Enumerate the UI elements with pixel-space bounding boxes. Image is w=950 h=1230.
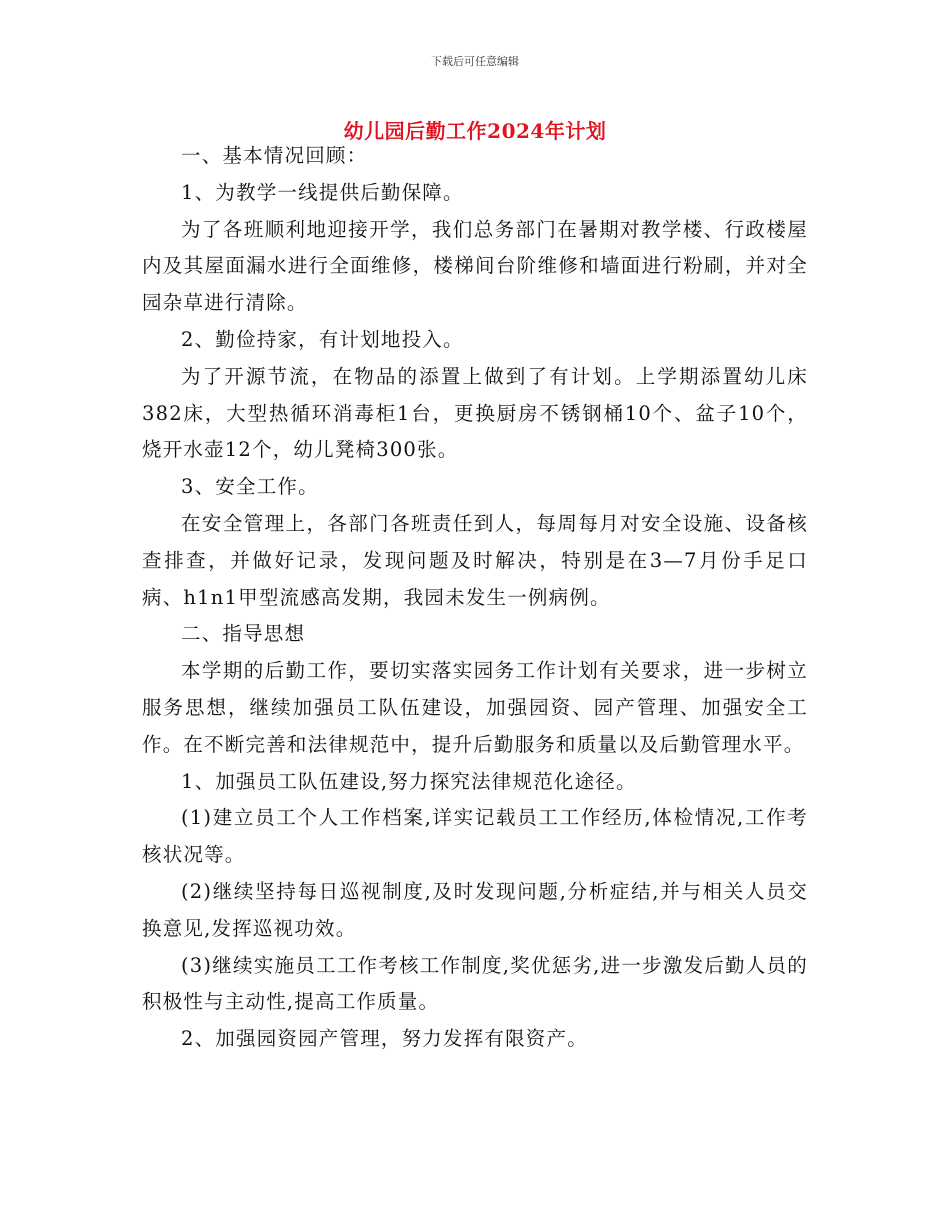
item-heading-1: 1、为教学一线提供后勤保障。 [181, 180, 464, 204]
sub-item: (1)建立员工个人工作档案,详实记载员工工作经历,体检情况,工作考核状况等。 [142, 806, 808, 867]
item-heading-5: 2、加强园资园产管理，努力发挥有限资产。 [181, 1027, 588, 1051]
paragraph: 为了开源节流，在物品的添置上做到了有计划。上学期添置幼儿床382床，大型热循环消毒柜1台，更换厨房不锈钢桶10个、盆子10个，烧开水壶12个，幼儿凳椅300张。 [142, 364, 808, 462]
sub-item: (2)继续坚持每日巡视制度,及时发现问题,分析症结,并与相关人员交换意见,发挥巡视功效。 [142, 879, 808, 940]
section-heading-2: 二、指导思想 [181, 622, 306, 646]
paragraph: 在安全管理上，各部门各班责任到人，每周每月对安全设施、设备核查排查，并做好记录，发现问题及时解决，特别是在3—7月份手足口病、h1n1甲型流感高发期，我园未发生一例病例。 [142, 511, 808, 609]
header-note: 下载后可任意编辑 [431, 55, 519, 68]
sub-item: (3)继续实施员工工作考核工作制度,奖优惩劣,进一步激发后勤人员的积极性与主动性,提高工作质量。 [142, 953, 808, 1014]
paragraph: 为了各班顺利地迎接开学，我们总务部门在暑期对教学楼、行政楼屋内及其屋面漏水进行全面维修，楼梯间台阶维修和墙面进行粉刷，并对全园杂草进行清除。 [142, 217, 808, 315]
item-heading-4: 1、加强员工队伍建设,努力探究法律规范化途径。 [181, 769, 637, 793]
item-heading-3: 3、安全工作。 [181, 475, 319, 499]
paragraph: 本学期的后勤工作，要切实落实园务工作计划有关要求，进一步树立服务思想，继续加强员工队伍建设，加强园资、园产管理、加强安全工作。在不断完善和法律规范中，提升后勤服务和质量以及后勤管理水平。 [142, 659, 808, 756]
section-heading-1: 一、基本情况回顾： [181, 144, 368, 167]
document-title: 幼儿园后勤工作2024年计划 [343, 119, 607, 143]
item-heading-2: 2、勤俭持家，有计划地投入。 [181, 327, 464, 351]
document-body [142, 138, 808, 1058]
